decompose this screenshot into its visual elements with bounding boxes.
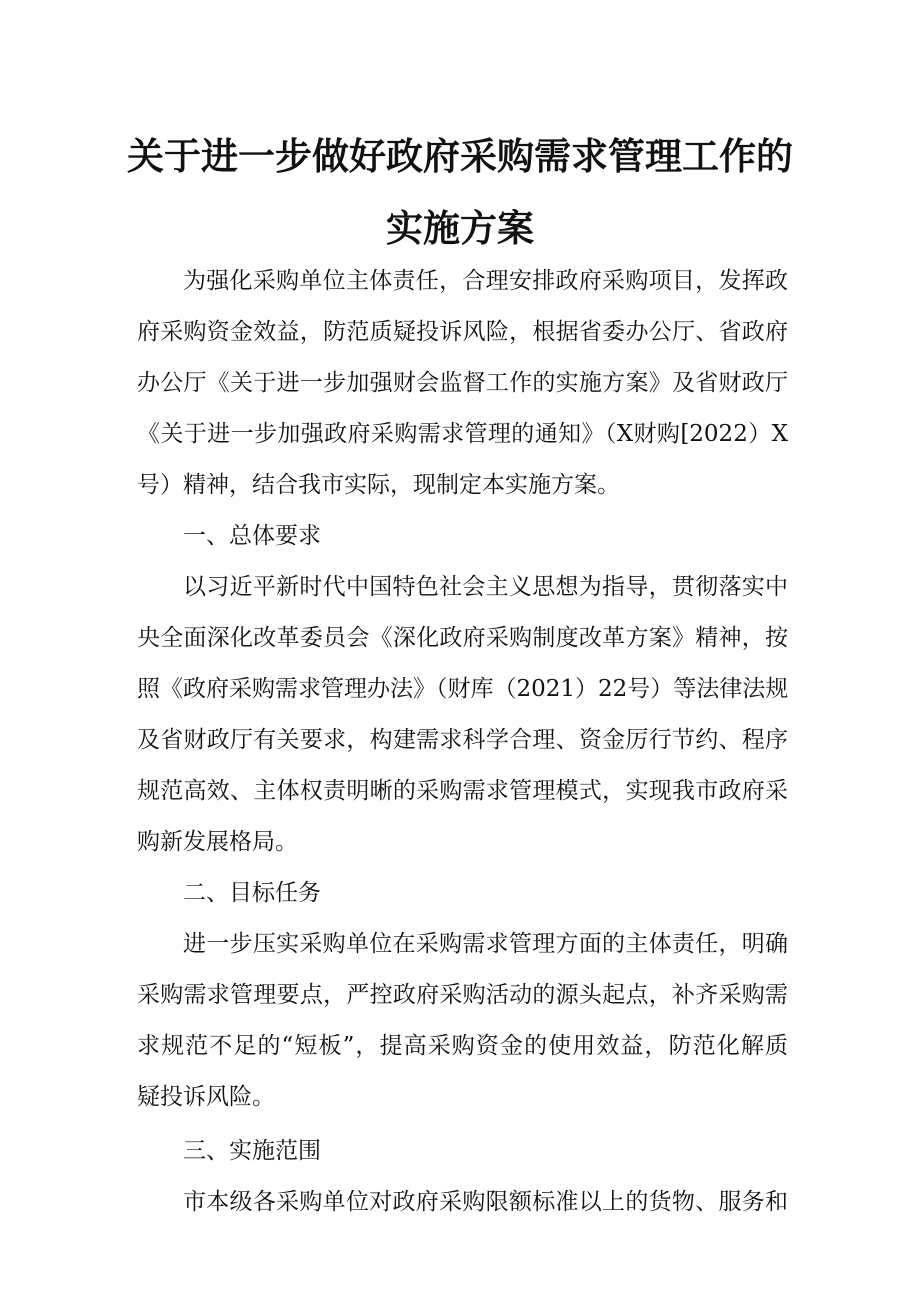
document-title-line-1: 关于进一步做好政府采购需求管理工作的 (127, 135, 793, 178)
section-2-heading: 二、目标任务 (183, 880, 321, 906)
section-2-line-3: 求规范不足的“短板”，提高采购资金的使用效益，防范化解质 (137, 1033, 788, 1059)
intro-line-4: 《关于进一步加强政府采购需求管理的通知》（X财购[2022）X (137, 421, 788, 447)
intro-line-3: 办公厅《关于进一步加强财会监督工作的实施方案》及省财政厅 (137, 370, 788, 396)
section-2-line-4: 疑投诉风险。 (137, 1084, 275, 1110)
section-1-line-5: 规范高效、主体权责明晰的采购需求管理模式，实现我市政府采 (137, 778, 788, 804)
section-2-line-2: 采购需求管理要点，严控政府采购活动的源头起点，补齐采购需 (137, 982, 788, 1008)
section-2-line-1: 进一步压实采购单位在采购需求管理方面的主体责任，明确 (183, 931, 788, 957)
section-1-line-2: 央全面深化改革委员会《深化政府采购制度改革方案》精神，按 (137, 625, 788, 651)
section-1-line-6: 购新发展格局。 (137, 829, 298, 855)
section-1-line-1: 以习近平新时代中国特色社会主义思想为指导，贯彻落实中 (183, 574, 788, 600)
intro-line-1: 为强化采购单位主体责任，合理安排政府采购项目，发挥政 (183, 268, 788, 294)
document-title-line-2: 实施方案 (386, 207, 534, 250)
section-3-line-1: 市本级各采购单位对政府采购限额标准以上的货物、服务和 (183, 1189, 788, 1215)
intro-line-5: 号）精神，结合我市实际，现制定本实施方案。 (137, 472, 620, 498)
section-1-line-3: 照《政府采购需求管理办法》（财库（2021）22号）等法律法规 (137, 676, 789, 702)
intro-line-2: 府采购资金效益，防范质疑投诉风险，根据省委办公厅、省政府 (137, 319, 788, 345)
section-3-heading: 三、实施范围 (183, 1138, 321, 1164)
section-1-line-4: 及省财政厅有关要求，构建需求科学合理、资金厉行节约、程序 (137, 727, 788, 753)
section-1-heading: 一、总体要求 (183, 523, 321, 549)
